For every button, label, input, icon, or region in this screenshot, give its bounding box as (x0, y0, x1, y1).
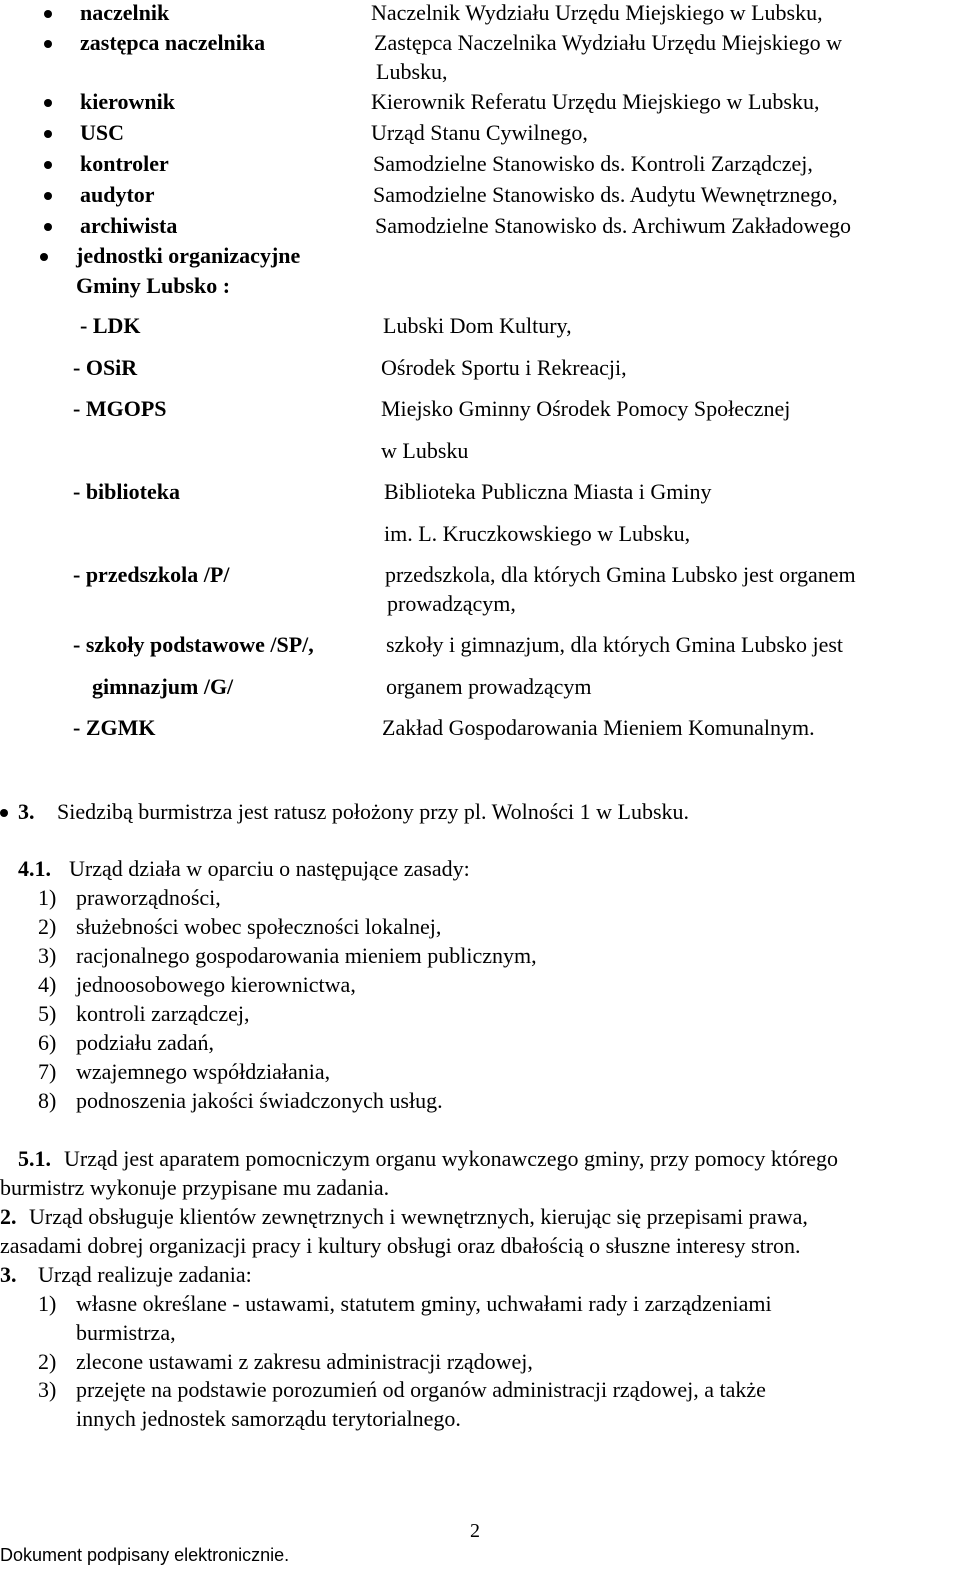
abbr-term: naczelnik (80, 0, 170, 25)
bullet-icon (44, 40, 52, 48)
unit-desc: prowadzącym, (387, 591, 516, 616)
unit-term: - OSiR (73, 355, 138, 380)
list-item: kontroli zarządczej, (76, 1001, 250, 1026)
list-number: 7) (38, 1059, 57, 1084)
unit-desc: organem prowadzącym (386, 674, 592, 699)
list-number: 2) (38, 1349, 57, 1374)
section-text: Urząd obsługuje klientów zewnętrznych i wewnętrznych, kierując się przepisami prawa, (29, 1204, 808, 1229)
bullet-icon (44, 192, 52, 200)
bullet-icon (40, 253, 48, 261)
list-number: 6) (38, 1030, 57, 1055)
unit-desc: przedszkola, dla których Gmina Lubsko jest organem (385, 562, 856, 587)
section-text: Urząd działa w oparciu o następujące zasady: (69, 856, 470, 881)
list-item: przejęte na podstawie porozumień od organów administracji rządowej, a także (76, 1377, 766, 1402)
section-number: 4.1. (18, 856, 51, 881)
list-number: 5) (38, 1001, 57, 1026)
list-item: praworządności, (76, 885, 221, 910)
list-number: 3) (38, 943, 57, 968)
unit-desc: w Lubsku (381, 438, 469, 463)
bullet-icon (44, 10, 52, 18)
unit-desc: Biblioteka Publiczna Miasta i Gminy (384, 479, 712, 504)
unit-desc: Miejsko Gminny Ośrodek Pomocy Społecznej (381, 396, 791, 421)
list-item: podziału zadań, (76, 1030, 215, 1055)
units-heading: Gminy Lubsko : (76, 273, 231, 298)
list-number: 4) (38, 972, 57, 997)
unit-term: - LDK (80, 313, 141, 338)
bullet-icon (44, 130, 52, 138)
list-item: jednoosobowego kierownictwa, (76, 972, 356, 997)
list-item: innych jednostek samorządu terytorialnego. (76, 1406, 461, 1431)
list-item: racjonalnego gospodarowania mieniem publicznym, (76, 943, 537, 968)
list-item: podnoszenia jakości świadczonych usług. (76, 1088, 443, 1113)
abbr-term: archiwista (80, 213, 178, 238)
abbr-desc: Samodzielne Stanowisko ds. Kontroli Zarządczej, (373, 151, 813, 176)
section-number: 3. (18, 799, 35, 824)
unit-desc: im. L. Kruczkowskiego w Lubsku, (384, 521, 691, 546)
abbr-term: kontroler (80, 151, 169, 176)
abbr-desc: Urząd Stanu Cywilnego, (371, 120, 588, 145)
section-number: 3. (0, 1262, 17, 1287)
list-item: wzajemnego współdziałania, (76, 1059, 331, 1084)
bullet-icon (44, 99, 52, 107)
bullet-icon (44, 223, 52, 231)
section-number: 5.1. (18, 1146, 51, 1171)
unit-term: - przedszkola /P/ (73, 562, 230, 587)
list-item: burmistrza, (76, 1320, 176, 1345)
footer-signature-note: Dokument podpisany elektronicznie. (0, 1545, 290, 1565)
unit-term: - szkoły podstawowe /SP/, (73, 632, 314, 657)
units-heading: jednostki organizacyjne (76, 243, 301, 268)
unit-term: - biblioteka (73, 479, 180, 504)
list-number: 1) (38, 885, 57, 910)
bullet-icon (44, 161, 52, 169)
list-item: służebności wobec społeczności lokalnej, (76, 914, 442, 939)
abbr-term: USC (80, 120, 125, 145)
abbr-term: audytor (80, 182, 155, 207)
abbr-desc: Samodzielne Stanowisko ds. Archiwum Zakładowego (375, 213, 851, 238)
abbr-term: zastępca naczelnika (80, 30, 266, 55)
unit-desc: Zakład Gospodarowania Mieniem Komunalnym. (382, 715, 815, 740)
section-text: zasadami dobrej organizacji pracy i kultury obsługi oraz dbałością o słuszne interesy stron. (0, 1233, 801, 1258)
section-text: Siedzibą burmistrza jest ratusz położony przy pl. Wolności 1 w Lubsku. (57, 799, 690, 824)
abbr-desc: Lubsku, (376, 59, 448, 84)
unit-desc: Lubski Dom Kultury, (383, 313, 572, 338)
page-number: 2 (470, 1520, 480, 1542)
list-item: własne określane - ustawami, statutem gminy, uchwałami rady i zarządzeniami (76, 1291, 772, 1316)
unit-desc: Ośrodek Sportu i Rekreacji, (381, 355, 627, 380)
section-text: Urząd jest aparatem pomocniczym organu wykonawczego gminy, przy pomocy którego (64, 1146, 839, 1171)
list-item: zlecone ustawami z zakresu administracji rządowej, (76, 1349, 533, 1374)
list-number: 8) (38, 1088, 57, 1113)
unit-term: - ZGMK (73, 715, 156, 740)
abbr-desc: Kierownik Referatu Urzędu Miejskiego w Lubsku, (371, 89, 820, 114)
bullet-icon (0, 809, 8, 817)
list-number: 3) (38, 1377, 57, 1402)
unit-desc: szkoły i gimnazjum, dla których Gmina Lubsko jest (386, 632, 844, 657)
section-text: burmistrz wykonuje przypisane mu zadania. (0, 1175, 390, 1200)
abbr-desc: Zastępca Naczelnika Wydziału Urzędu Miejskiego w (374, 30, 843, 55)
section-number: 2. (0, 1204, 17, 1229)
abbr-desc: Naczelnik Wydziału Urzędu Miejskiego w Lubsku, (371, 0, 823, 25)
abbr-desc: Samodzielne Stanowisko ds. Audytu Wewnętrznego, (373, 182, 838, 207)
list-number: 2) (38, 914, 57, 939)
section-text: Urząd realizuje zadania: (38, 1262, 252, 1287)
unit-term: - MGOPS (73, 396, 167, 421)
abbr-term: kierownik (80, 89, 175, 114)
unit-term: gimnazjum /G/ (92, 674, 234, 699)
list-number: 1) (38, 1291, 57, 1316)
